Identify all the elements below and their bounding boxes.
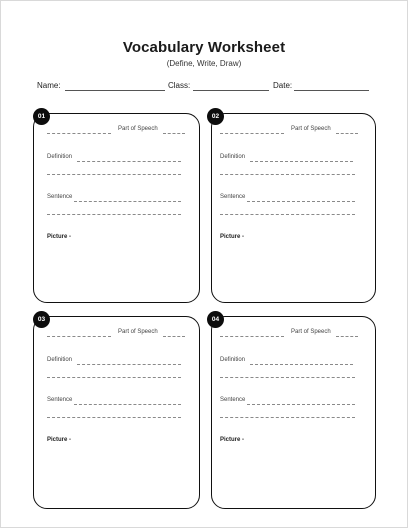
card-number-badge-1: 01 <box>33 108 50 125</box>
sentence-line-4a[interactable] <box>247 404 355 405</box>
card-number-badge-2: 02 <box>207 108 224 125</box>
sentence-line-4b[interactable] <box>220 417 355 418</box>
vocab-card-1 <box>33 113 200 303</box>
sentence-line-2b[interactable] <box>220 214 355 215</box>
sentence-label-4: Sentence <box>220 397 246 403</box>
sentence-label-3: Sentence <box>47 397 73 403</box>
picture-label-3: Picture - <box>47 437 72 443</box>
part-of-speech-label-2: Part of Speech <box>291 126 331 132</box>
sentence-label-1: Sentence <box>47 194 73 200</box>
picture-label-4: Picture - <box>220 437 245 443</box>
definition-line-2b[interactable] <box>220 174 355 175</box>
definition-line-1b[interactable] <box>47 174 181 175</box>
word-line-2[interactable] <box>220 133 284 134</box>
definition-line-1a[interactable] <box>77 161 181 162</box>
date-field[interactable] <box>294 90 369 91</box>
picture-label-2: Picture - <box>220 234 245 240</box>
vocab-card-3 <box>33 316 200 509</box>
word-line-1[interactable] <box>47 133 111 134</box>
sentence-line-1a[interactable] <box>74 201 181 202</box>
word-line-3[interactable] <box>47 336 111 337</box>
part-of-speech-line-2[interactable] <box>336 133 358 134</box>
class-field[interactable] <box>193 90 269 91</box>
card-number-badge-3: 03 <box>33 311 50 328</box>
date-label: Date: <box>273 81 293 90</box>
page-title: Vocabulary Worksheet <box>122 39 286 56</box>
part-of-speech-line-4[interactable] <box>336 336 358 337</box>
class-label: Class: <box>168 81 191 90</box>
part-of-speech-label-3: Part of Speech <box>118 329 158 335</box>
definition-line-4b[interactable] <box>220 377 355 378</box>
vocab-card-2 <box>211 113 376 303</box>
definition-label-2: Definition <box>220 154 246 160</box>
part-of-speech-label-1: Part of Speech <box>118 126 158 132</box>
picture-label-1: Picture - <box>47 234 72 240</box>
student-info-row <box>37 81 377 93</box>
name-field[interactable] <box>65 90 165 91</box>
definition-line-3b[interactable] <box>47 377 181 378</box>
definition-label-3: Definition <box>47 357 73 363</box>
part-of-speech-line-3[interactable] <box>163 336 185 337</box>
sentence-line-3b[interactable] <box>47 417 181 418</box>
sentence-label-2: Sentence <box>220 194 246 200</box>
definition-line-4a[interactable] <box>250 364 353 365</box>
definition-label-4: Definition <box>220 357 246 363</box>
name-label: Name: <box>37 81 61 90</box>
vocab-card-4 <box>211 316 376 509</box>
word-line-4[interactable] <box>220 336 284 337</box>
part-of-speech-label-4: Part of Speech <box>291 329 331 335</box>
part-of-speech-line-1[interactable] <box>163 133 185 134</box>
sentence-line-3a[interactable] <box>74 404 181 405</box>
sentence-line-2a[interactable] <box>247 201 355 202</box>
page-subtitle: (Define, Write, Draw) <box>166 59 242 68</box>
sentence-line-1b[interactable] <box>47 214 181 215</box>
definition-line-3a[interactable] <box>77 364 181 365</box>
definition-line-2a[interactable] <box>250 161 353 162</box>
card-number-badge-4: 04 <box>207 311 224 328</box>
definition-label-1: Definition <box>47 154 73 160</box>
